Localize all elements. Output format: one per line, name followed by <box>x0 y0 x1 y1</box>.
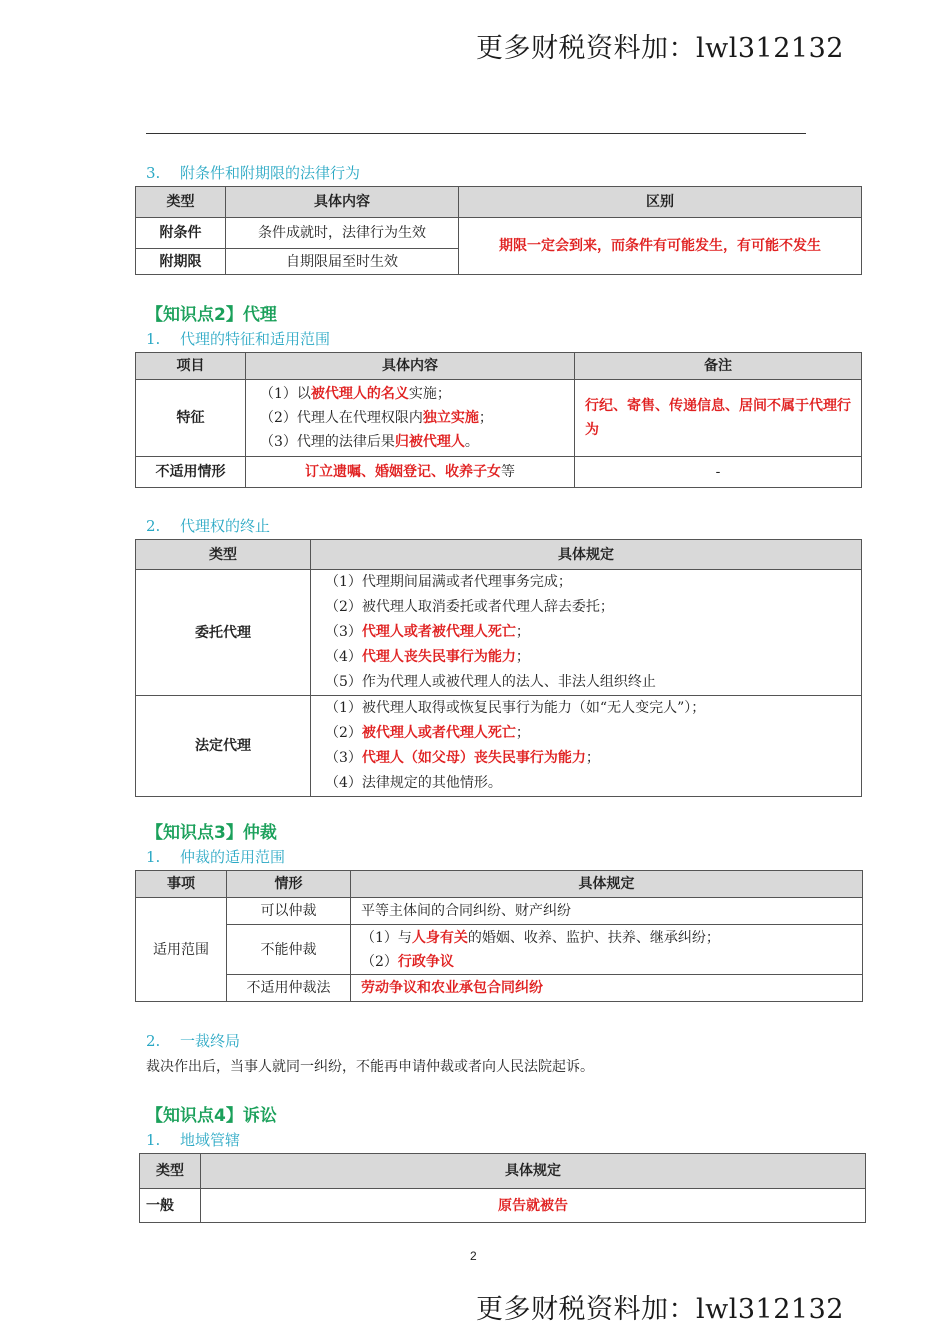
text: （4） <box>325 649 362 665</box>
th-difference: 区别 <box>459 187 862 218</box>
list-item <box>325 620 855 645</box>
th-content: 具体内容 <box>226 187 459 218</box>
kp2-s1-number: 1. <box>146 330 161 348</box>
list-item <box>325 746 855 771</box>
notlaw-label: 不适用仲裁法 <box>227 975 351 1002</box>
agency-termination-table <box>135 539 862 797</box>
row-term-type: 附期限 <box>136 249 226 275</box>
kp3-s1-heading <box>146 848 285 866</box>
final-award-text: 裁决作出后，当事人就同一纠纷，不能再申请仲裁或者向人民法院起诉。 <box>146 1059 594 1075</box>
legal-list <box>311 696 862 797</box>
highlight: 代理人丧失民事行为能力 <box>361 649 516 665</box>
notlaw-text: 劳动争议和农业承包合同纠纷 <box>351 975 863 1002</box>
header-rule <box>146 133 806 134</box>
highlight: 订立遗嘱、婚姻登记、收养子女 <box>305 464 501 480</box>
section-3-number: 3. <box>146 164 161 182</box>
list-item: （4）法律规定的其他情形。 <box>325 775 502 791</box>
feature-note: 行纪、寄售、传递信息、居间不属于代理行为 <box>575 380 862 457</box>
kp3-s2-number: 2. <box>146 1032 161 1050</box>
can-label: 可以仲裁 <box>227 898 351 925</box>
highlight: 人身有关 <box>411 929 468 946</box>
text: 的婚姻、收养、监护、扶养、继承纠纷； <box>467 929 720 946</box>
text: （3）代理的法律后果 <box>260 434 395 450</box>
kp4-s1-heading <box>146 1131 240 1149</box>
kp2-s2-heading <box>146 517 270 535</box>
jurisdiction-table <box>139 1153 866 1223</box>
list-item: （1）代理期间届满或者代理事务完成； <box>325 574 572 590</box>
text: 实施； <box>408 386 451 402</box>
text: （3） <box>325 624 362 640</box>
text: （1）以 <box>260 386 311 402</box>
th-type: 类型 <box>136 540 311 570</box>
text: （2） <box>325 725 362 741</box>
scope-label: 适用范围 <box>136 898 227 1002</box>
can-text: 平等主体间的合同纠纷、财产纠纷 <box>351 898 863 925</box>
section-3-heading <box>146 164 360 182</box>
cannot-label: 不能仲裁 <box>227 925 351 975</box>
na-content <box>246 457 575 488</box>
kp3-s1-title: 仲裁的适用范围 <box>180 848 286 866</box>
list-item <box>325 645 855 670</box>
text: （3） <box>325 750 362 766</box>
feature-list <box>246 380 575 457</box>
th-rule: 具体规定 <box>201 1154 866 1189</box>
text: （2） <box>361 953 398 970</box>
text: （2）代理人在代理权限内 <box>260 410 423 426</box>
feature-item <box>260 382 568 406</box>
list-item: （2）被代理人取消委托或者代理人辞去委托； <box>325 599 614 615</box>
list-item <box>361 950 856 974</box>
row-condition-content: 条件成就时，法律行为生效 <box>226 218 459 249</box>
entrust-label: 委托代理 <box>136 570 311 696</box>
entrust-list <box>311 570 862 696</box>
kp3-s2-heading <box>146 1032 240 1050</box>
kp2-title: 【知识点2】代理 <box>146 305 277 325</box>
kp2-s1-title: 代理的特征和适用范围 <box>180 330 331 348</box>
th-situation: 情形 <box>227 871 351 898</box>
th-item: 项目 <box>136 353 246 380</box>
highlight: 行政争议 <box>397 953 454 970</box>
highlight: 被代理人的名义 <box>310 386 409 402</box>
highlight: 被代理人或者代理人死亡 <box>361 725 516 741</box>
kp3-s1-number: 1. <box>146 848 161 866</box>
text: ； <box>515 649 530 665</box>
th-rule: 具体规定 <box>351 871 863 898</box>
legal-label: 法定代理 <box>136 696 311 797</box>
page-number: 2 <box>470 1249 477 1263</box>
text: ； <box>478 410 493 426</box>
text: ； <box>585 750 600 766</box>
list-item: （5）作为代理人或被代理人的法人、非法人组织终止 <box>325 674 656 690</box>
text: 等 <box>501 464 515 480</box>
row-term-content: 自期限届至时生效 <box>226 249 459 275</box>
th-content: 具体内容 <box>246 353 575 380</box>
list-item: （1）被代理人取得或恢复民事行为能力（如“无人变完人”）； <box>325 700 706 716</box>
highlight: 代理人或者被代理人死亡 <box>361 624 516 640</box>
th-type: 类型 <box>140 1154 201 1189</box>
kp3-s2-title: 一裁终局 <box>180 1032 241 1050</box>
kp2-s2-title: 代理权的终止 <box>180 517 271 535</box>
watermark-top: 更多财税资料加：lwl312132 <box>476 33 844 64</box>
agency-feature-table <box>135 352 862 488</box>
na-label: 不适用情形 <box>136 457 246 488</box>
text: ； <box>515 725 530 741</box>
th-note: 备注 <box>575 353 862 380</box>
difference-cell: 期限一定会到来，而条件有可能发生，有可能不发生 <box>459 218 862 275</box>
row-condition-type: 附条件 <box>136 218 226 249</box>
th-type: 类型 <box>136 187 226 218</box>
text: 。 <box>464 434 479 450</box>
th-matter: 事项 <box>136 871 227 898</box>
highlight: 独立实施 <box>422 410 479 426</box>
list-item <box>361 926 856 950</box>
text: ； <box>515 624 530 640</box>
arbitration-scope-table <box>135 870 863 1002</box>
cannot-list <box>351 925 863 975</box>
list-item <box>325 721 855 746</box>
feature-item <box>260 430 568 454</box>
kp2-s2-number: 2. <box>146 517 161 535</box>
feature-item <box>260 406 568 430</box>
conditional-act-table <box>135 186 862 275</box>
kp2-s1-heading <box>146 330 330 348</box>
feature-label: 特征 <box>136 380 246 457</box>
section-3-title: 附条件和附期限的法律行为 <box>180 164 361 182</box>
text: （1）与 <box>361 929 412 946</box>
na-note: - <box>575 457 862 488</box>
kp4-title: 【知识点4】诉讼 <box>146 1106 277 1126</box>
highlight: 代理人（如父母）丧失民事行为能力 <box>361 750 586 766</box>
kp3-title: 【知识点3】仲裁 <box>146 823 277 843</box>
kp4-s1-number: 1. <box>146 1131 161 1149</box>
general-rule: 原告就被告 <box>201 1189 866 1223</box>
watermark-bottom: 更多财税资料加：lwl312132 <box>476 1294 844 1325</box>
th-rule: 具体规定 <box>311 540 862 570</box>
general-label: 一般 <box>140 1189 201 1223</box>
kp4-s1-title: 地域管辖 <box>180 1131 241 1149</box>
highlight: 归被代理人 <box>394 434 465 450</box>
